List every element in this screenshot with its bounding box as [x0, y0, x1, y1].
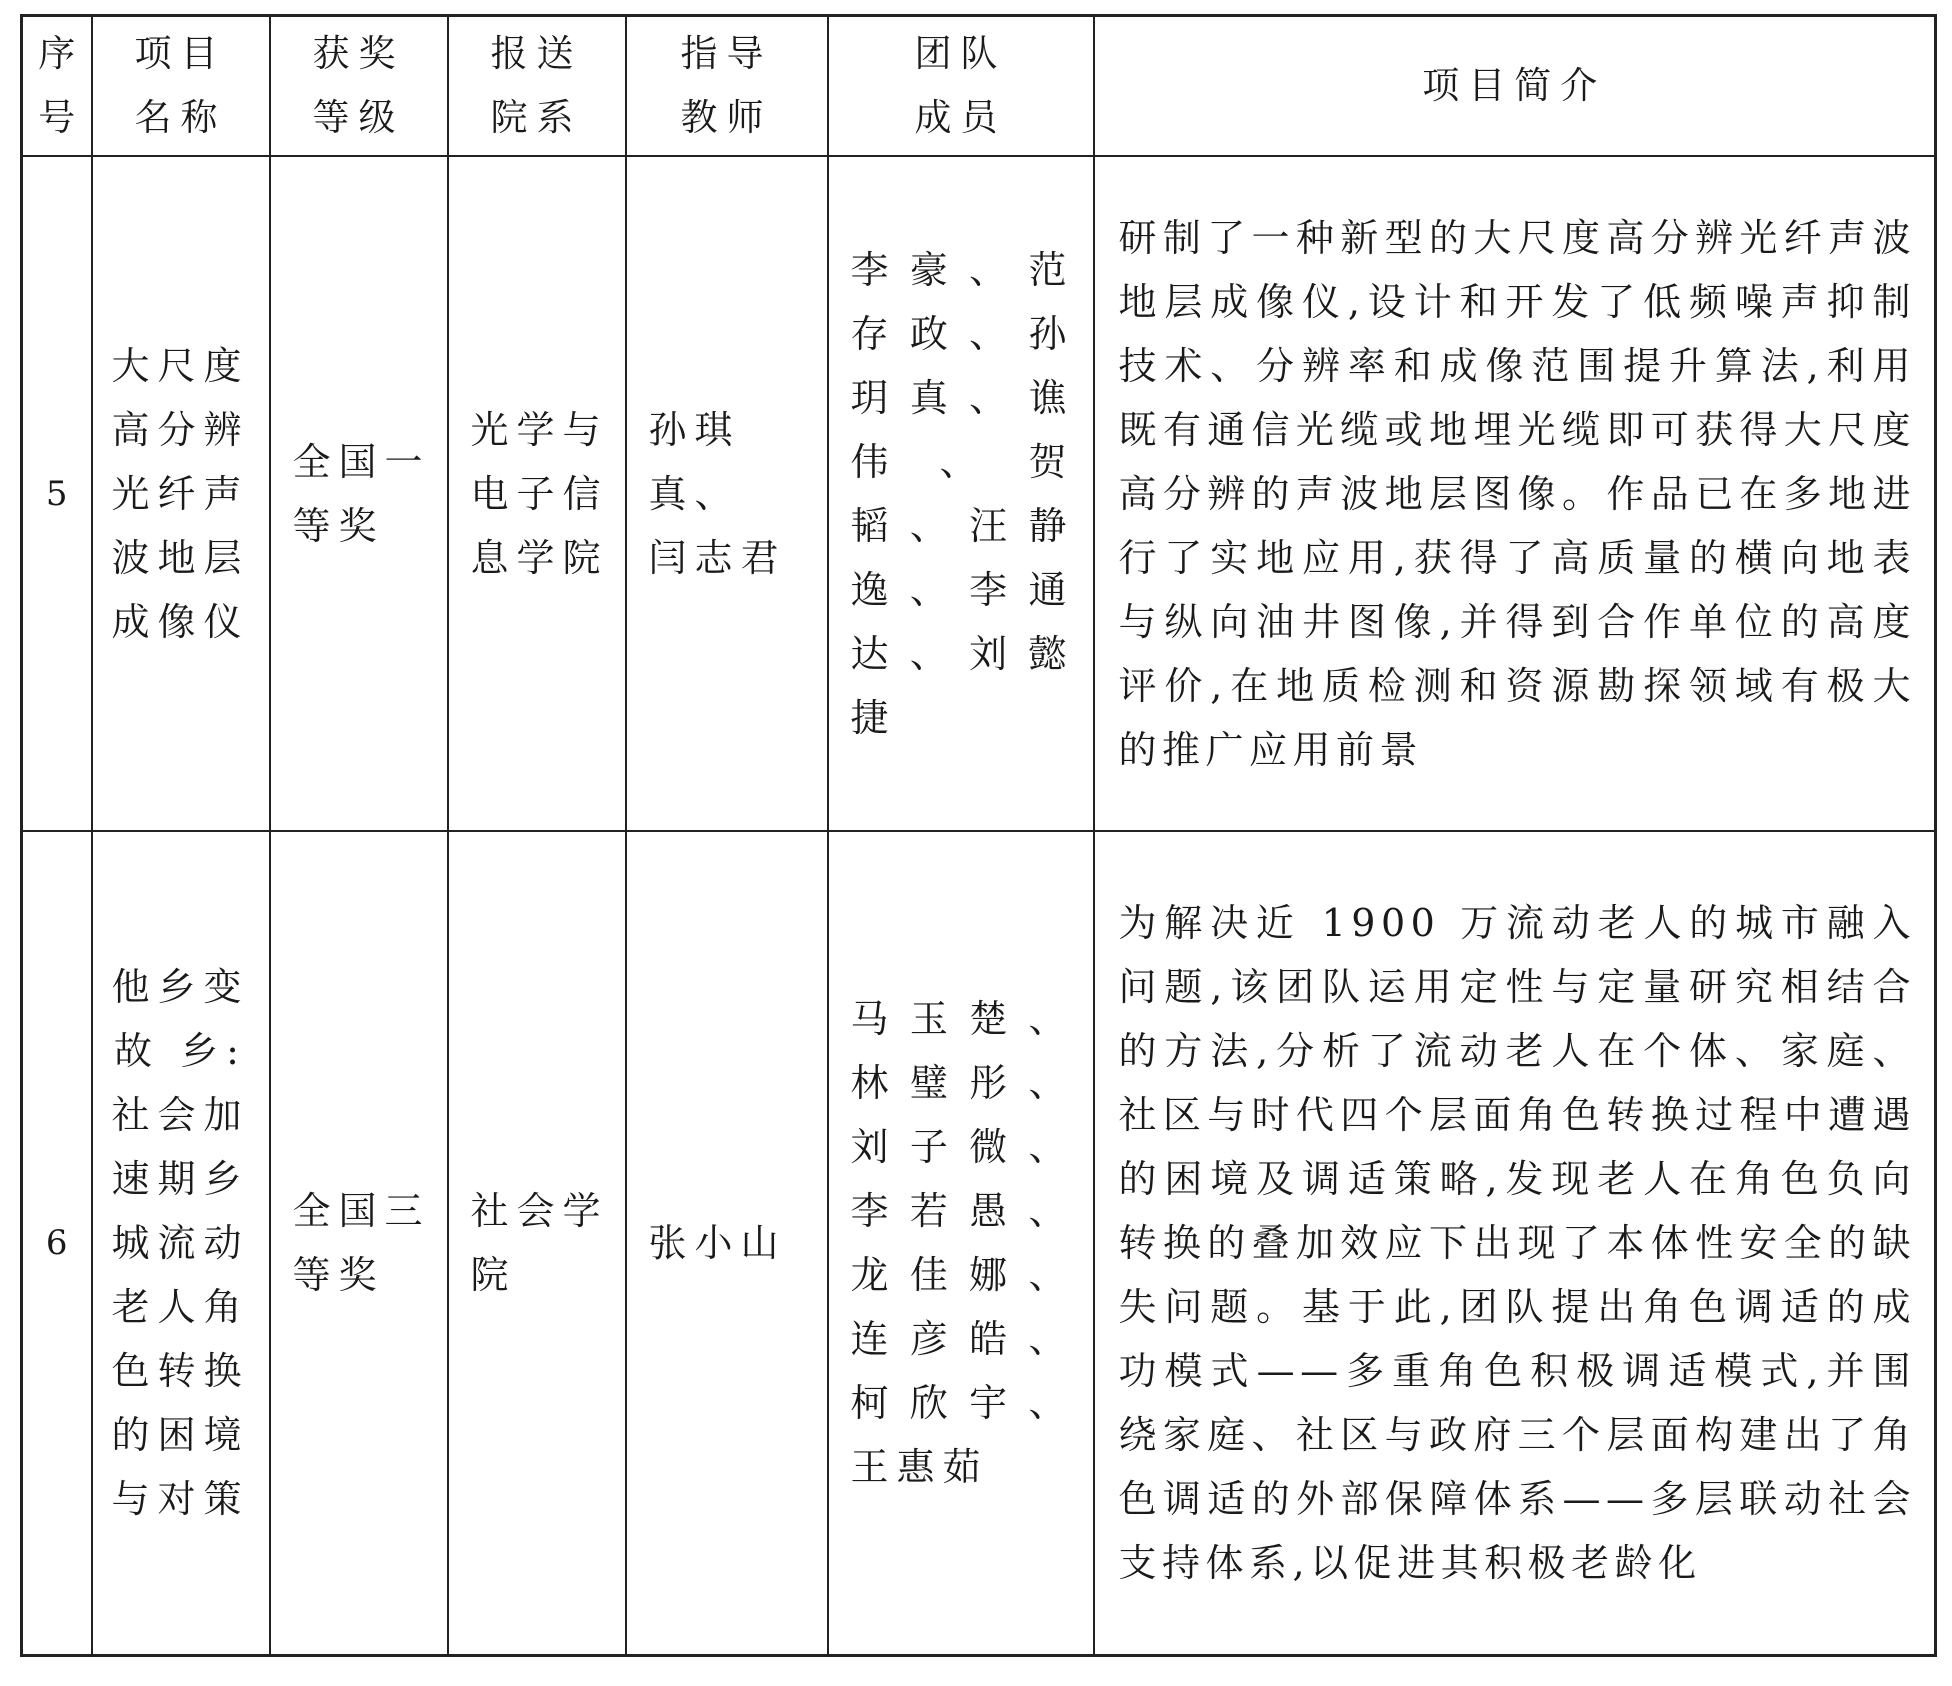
project-name: 他乡变 故 乡: 社会加 速期乡 城流动 老人角 色转换 的困境 与对策: [92, 831, 270, 1656]
table-row: [22, 156, 1936, 831]
award-level: 全国一 等奖: [270, 156, 448, 831]
header-project-intro: 项目简介: [1094, 16, 1936, 157]
header-advisor: 指导 教师: [626, 16, 828, 157]
header-award-level: 获奖 等级: [270, 16, 448, 157]
project-intro: 为解决近 1900 万流动老人的城市融入问题,该团队运用定性与定量研究相结合的方法,分析了流动老人在个体、家庭、社区与时代四个层面角色转换过程中遭遇的困境及调适策略,发现老人在角色负向转换的叠加效应下出现了本体性安全的缺失问题。基于此,团队提出角色调适的成功模式——多重角色积极调适模式,并围绕家庭、社区与政府三个层面构建出了角色调适的外部保障体系——多层联动社会支持体系,以促进其积极老龄化: [1094, 831, 1936, 1656]
advisor: 张小山: [626, 831, 828, 1656]
department: 社会学 院: [448, 831, 626, 1656]
project-name: 大尺度 高分辨 光纤声 波地层 成像仪: [92, 156, 270, 831]
header-department: 报送 院系: [448, 16, 626, 157]
header-row: [22, 16, 1936, 157]
advisor: 孙琪真、 闫志君: [626, 156, 828, 831]
header-index: 序 号: [22, 16, 92, 157]
row-index: 5: [22, 156, 92, 831]
project-intro: 研制了一种新型的大尺度高分辨光纤声波地层成像仪,设计和开发了低频噪声抑制技术、分辨率和成像范围提升算法,利用既有通信光缆或地埋光缆即可获得大尺度高分辨的声波地层图像。作品已在多地进行了实地应用,获得了高质量的横向地表与纵向油井图像,并得到合作单位的高度评价,在地质检测和资源勘探领域有极大的推广应用前景: [1094, 156, 1936, 831]
award-projects-table: [20, 14, 1937, 1657]
award-level: 全国三 等奖: [270, 831, 448, 1656]
header-project-name: 项目 名称: [92, 16, 270, 157]
team-members: 李豪、范存政、孙玥真、谯伟、贺韬、汪静逸、李通达、刘懿捷: [828, 156, 1094, 831]
row-index: 6: [22, 831, 92, 1656]
table-row: [22, 831, 1936, 1656]
header-team-members: 团队 成员: [828, 16, 1094, 157]
department: 光学与 电子信 息学院: [448, 156, 626, 831]
team-members: 马玉楚、林璧彤、刘子微、李若愚、龙佳娜、连彦皓、柯欣宇、王惠茹: [828, 831, 1094, 1656]
